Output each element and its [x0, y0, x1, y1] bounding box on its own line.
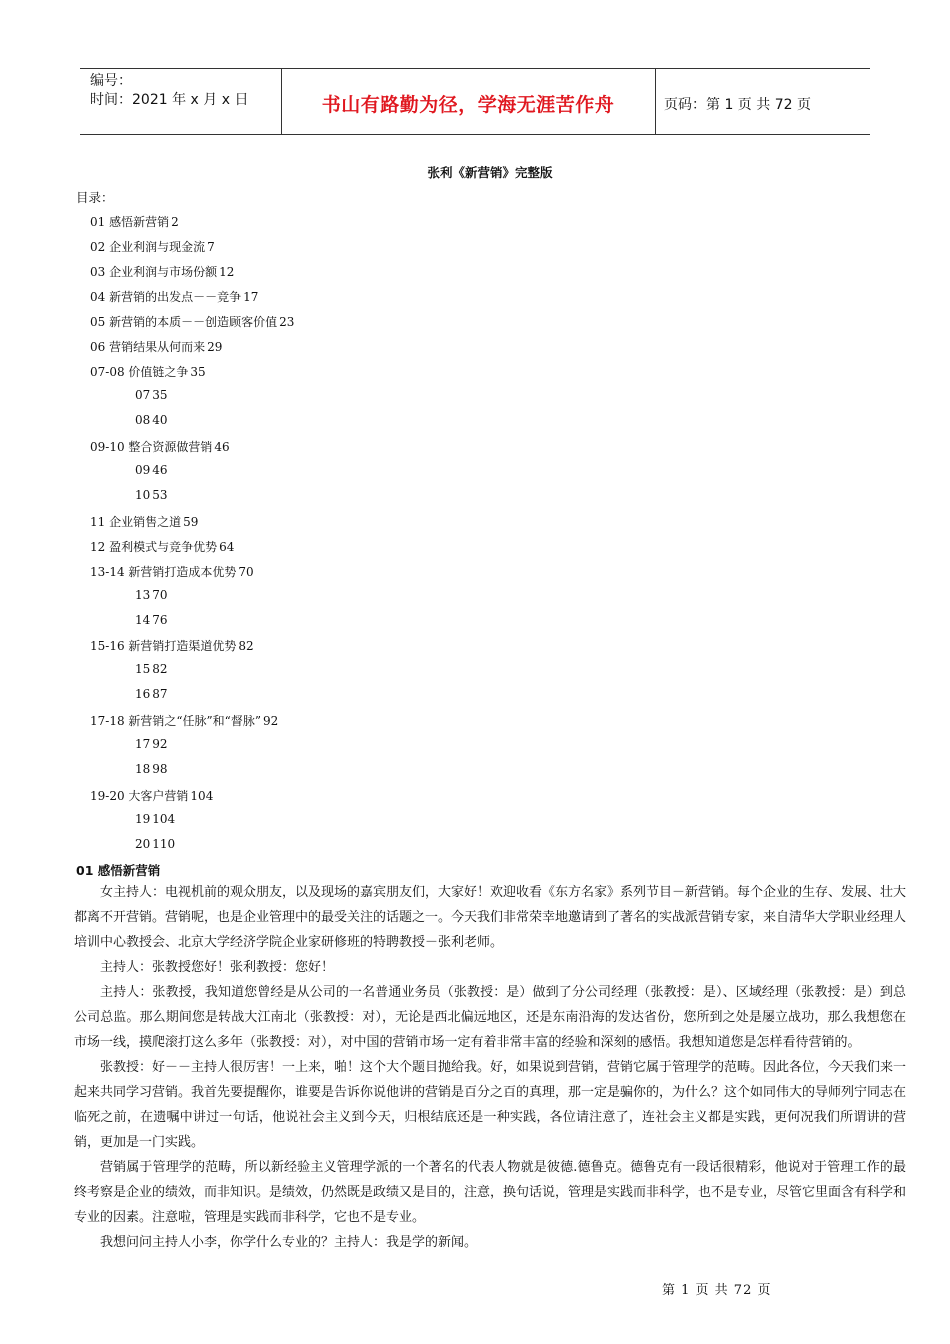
time-label: 时间：2021 年 x 月 x 日: [90, 92, 249, 108]
toc-entry-title: 13: [135, 588, 151, 602]
toc-entry-page: 46: [152, 463, 168, 477]
header-page-info: 页码：第 1 页 共 72 页: [664, 97, 811, 113]
page-footer: 第 1 页 共 72 页: [662, 1283, 772, 1298]
toc-entry-page: 53: [152, 488, 168, 502]
toc-entry-title: 14: [135, 613, 151, 627]
section-body: [74, 880, 906, 1255]
toc-entry-title: 01 感悟新营销: [90, 215, 170, 229]
toc-entry-page: 2: [171, 215, 179, 229]
toc-entry-page: 92: [262, 714, 279, 728]
toc-entry-title: 20: [135, 837, 151, 851]
toc-entry-page: 70: [152, 588, 168, 602]
toc-entry-title: 19: [135, 812, 151, 826]
paragraph: 我想问问主持人小李，你学什么专业的？主持人：我是学的新闻。: [100, 1235, 478, 1250]
header-bottom-rule: [80, 134, 870, 135]
toc-entry-page: 64: [219, 540, 235, 554]
toc-entry-title: 10: [135, 488, 151, 502]
paragraph: 主持人：张教授您好！张利教授：您好！: [100, 960, 335, 975]
toc-entry-title: 11 企业销售之道: [90, 515, 182, 529]
toc-entry-title: 15-16 新营销打造渠道优势: [90, 639, 237, 653]
toc-entry-title: 06 营销结果从何而来: [90, 340, 206, 354]
toc-entry-title: 09: [135, 463, 151, 477]
toc-entry-page: 70: [238, 565, 254, 579]
section-heading: 01 感悟新营销: [76, 863, 161, 878]
toc-entry-title: 07-08 价值链之争: [90, 365, 189, 379]
toc-entry-page: 35: [190, 365, 206, 379]
toc-entry-page: 92: [152, 737, 168, 751]
toc-entry-title: 05 新营销的本质－－创造顾客价值: [90, 315, 278, 329]
toc-entry-page: 46: [214, 440, 230, 454]
toc-entry-title: 15: [135, 662, 151, 676]
toc-entry-title: 12 盈利模式与竞争优势: [90, 540, 218, 554]
paragraph: 主持人：张教授，我知道您曾经是从公司的一名普通业务员（张教授：是）做到了分公司经理（张教授：是）、区域经理（张教授：是）到总公司总监。那么期间您是转战大江南北（张教授：对），无论是西北偏远地区，还是东南沿海的发达省份，您所到之处是屡立战功，那么我想您在市场一线，摸爬滚打这么多年（张教授：对），对中国的营销市场一定有着非常丰富的经验和深刻的感悟。我想知道您是怎样看待营销的。: [74, 985, 906, 1050]
toc-label: 目录：: [76, 190, 114, 205]
paragraph: 营销属于管理学的范畴，所以新经验主义管理学派的一个著名的代表人物就是彼德.德鲁克。德鲁克有一段话很精彩，他说对于管理工作的最终考察是企业的绩效，而非知识。是绩效，仍然既是政绩又是目的，注意，换句话说，管理是实践而非科学，也不是专业，尽管它里面含有科学和专业的因素。注意啦，管理是实践而非科学，它也不是专业。: [74, 1160, 907, 1225]
toc-entry-page: 82: [152, 662, 168, 676]
toc-entry-page: 23: [279, 315, 295, 329]
number-label: 编号：: [90, 73, 132, 89]
toc-entry-page: 104: [152, 812, 176, 826]
toc-entry-title: 16: [135, 687, 151, 701]
toc-entry-title: 13-14 新营销打造成本优势: [90, 565, 237, 579]
toc-entry-page: 98: [152, 762, 168, 776]
toc-entry-page: 82: [238, 639, 254, 653]
toc-entry-title: 03 企业利润与市场份额: [90, 265, 218, 279]
toc-entry-page: 59: [183, 515, 199, 529]
toc-entry-title: 08: [135, 413, 151, 427]
toc-entry-page: 17: [243, 290, 259, 304]
toc-entry-page: 40: [152, 413, 168, 427]
header-meta: [90, 72, 248, 110]
toc-entry-page: 104: [190, 789, 214, 803]
toc-entry-page: 87: [152, 687, 168, 701]
header-motto: 书山有路勤为径，学海无涯苦作舟: [321, 94, 615, 116]
toc-entry-title: 02 企业利润与现金流: [90, 240, 206, 254]
toc-entry-title: 07: [135, 388, 151, 402]
paragraph: 女主持人：电视机前的观众朋友，以及现场的嘉宾朋友们，大家好！欢迎收看《东方名家》系列节目－新营销。每个企业的生存、发展、壮大都离不开营销。营销呢，也是企业管理中的最受关注的话题之一。今天我们非常荣幸地邀请到了著名的实战派营销专家，来自清华大学职业经理人培训中心教授会、北京大学经济学院企业家研修班的特聘教授－张利老师。: [74, 885, 907, 950]
toc-entry-page: 12: [219, 265, 235, 279]
toc-entry-title: 17-18 新营销之“任脉”和“督脉”: [90, 714, 261, 728]
paragraph: 张教授：好－－主持人很厉害！一上来，啪！这个大个题目抛给我。好，如果说到营销，营销它属于管理学的范畴。因此各位，今天我们来一起来共同学习营销。我首先要提醒你，谁要是告诉你说他讲的营销是百分之百的真理，那一定是骗你的，为什么？这个如同伟大的导师列宁同志在临死之前，在遗嘱中讲过一句话，他说社会主义到今天，归根结底还是一种实践，各位请注意了，连社会主义都是实践，更何况我们所谓讲的营销，更加是一门实践。: [74, 1060, 907, 1150]
toc-entry-title: 19-20 大客户营销: [90, 789, 189, 803]
toc-entry-page: 110: [152, 837, 176, 851]
document-title: 张利《新营销》完整版: [427, 165, 553, 180]
toc-entry-title: 04 新营销的出发点－－竞争: [90, 290, 242, 304]
toc-entry-page: 29: [207, 340, 223, 354]
toc-entry-title: 17: [135, 737, 151, 751]
toc-entry-page: 7: [207, 240, 215, 254]
toc-entry-title: 09-10 整合资源做营销: [90, 440, 213, 454]
header-top-rule: [80, 68, 870, 69]
toc-entry-title: 18: [135, 762, 151, 776]
header-divider: [655, 68, 656, 134]
toc-entry-page: 35: [152, 388, 168, 402]
toc-entry-page: 76: [152, 613, 168, 627]
